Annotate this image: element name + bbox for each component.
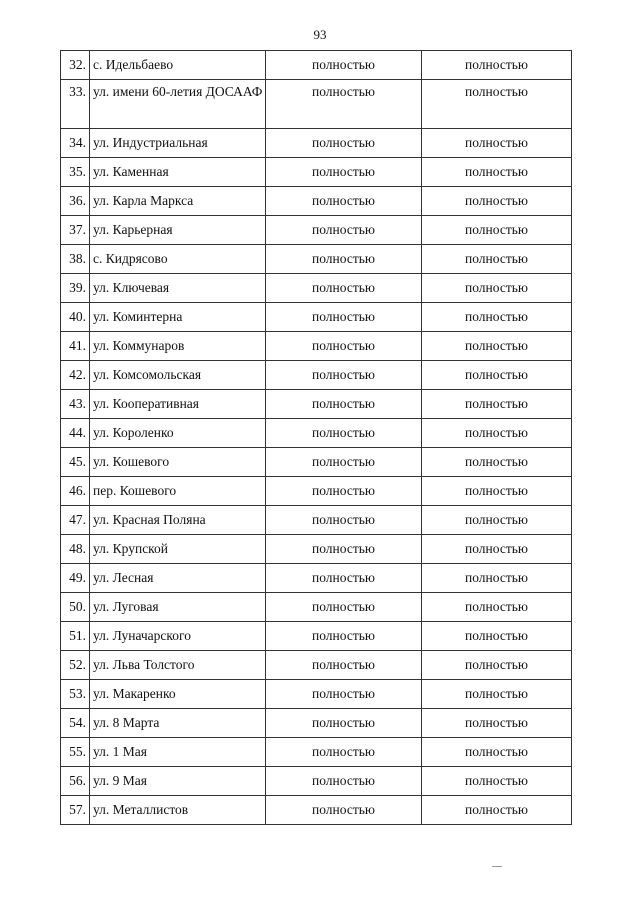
coverage-status: полностью [422,80,572,129]
table-row [61,796,572,825]
row-number: 43. [61,390,90,419]
row-number: 35. [61,158,90,187]
coverage-status: полностью [422,709,572,738]
row-number: 44. [61,419,90,448]
row-number: 52. [61,651,90,680]
row-number: 41. [61,332,90,361]
coverage-status: полностью [266,448,422,477]
row-number: 47. [61,506,90,535]
coverage-status: полностью [422,448,572,477]
street-name: ул. Металлистов [90,796,266,825]
street-name: ул. Кошевого [90,448,266,477]
table-row [61,245,572,274]
street-name: ул. Комсомольская [90,361,266,390]
coverage-status: полностью [266,622,422,651]
table-row [61,158,572,187]
coverage-status: полностью [422,680,572,709]
coverage-status: полностью [422,506,572,535]
row-number: 50. [61,593,90,622]
street-name: ул. Каменная [90,158,266,187]
row-number: 40. [61,303,90,332]
coverage-status: полностью [422,593,572,622]
coverage-status: полностью [422,51,572,80]
coverage-status: полностью [266,709,422,738]
street-name: ул. Лесная [90,564,266,593]
table-row [61,738,572,767]
table-row [61,216,572,245]
coverage-status: полностью [266,535,422,564]
street-name: ул. Кооперативная [90,390,266,419]
row-number: 36. [61,187,90,216]
street-name: ул. Красная Поляна [90,506,266,535]
table-row [61,332,572,361]
street-name: ул. Карьерная [90,216,266,245]
row-number: 53. [61,680,90,709]
row-number: 32. [61,51,90,80]
street-name: ул. Индустриальная [90,129,266,158]
coverage-status: полностью [266,332,422,361]
coverage-status: полностью [266,738,422,767]
street-name: ул. 1 Мая [90,738,266,767]
row-number: 57. [61,796,90,825]
coverage-status: полностью [422,564,572,593]
coverage-status: полностью [266,129,422,158]
street-name: пер. Кошевого [90,477,266,506]
coverage-status: полностью [266,274,422,303]
row-number: 49. [61,564,90,593]
street-name: ул. Короленко [90,419,266,448]
row-number: 38. [61,245,90,274]
street-name: ул. Коминтерна [90,303,266,332]
coverage-status: полностью [266,51,422,80]
table-row [61,80,572,129]
coverage-status: полностью [266,187,422,216]
coverage-status: полностью [266,80,422,129]
coverage-status: полностью [422,535,572,564]
table-row [61,680,572,709]
street-name: ул. 8 Марта [90,709,266,738]
street-name: с. Идельбаево [90,51,266,80]
coverage-status: полностью [422,187,572,216]
table-row [61,564,572,593]
row-number: 54. [61,709,90,738]
street-name: ул. имени 60-летия ДОСААФ [90,80,266,129]
table-row [61,129,572,158]
coverage-status: полностью [422,245,572,274]
coverage-status: полностью [422,216,572,245]
coverage-status: полностью [422,419,572,448]
coverage-status: полностью [422,332,572,361]
street-name: ул. Карла Маркса [90,187,266,216]
coverage-status: полностью [422,390,572,419]
table-body [61,51,572,825]
coverage-status: полностью [422,651,572,680]
coverage-status: полностью [422,274,572,303]
streets-table [60,50,572,825]
street-name: ул. Ключевая [90,274,266,303]
coverage-status: полностью [266,477,422,506]
coverage-status: полностью [266,651,422,680]
table-row [61,622,572,651]
coverage-status: полностью [422,361,572,390]
coverage-status: полностью [422,129,572,158]
table-row [61,448,572,477]
row-number: 55. [61,738,90,767]
row-number: 33. [61,80,90,129]
table-row [61,651,572,680]
street-name: ул. Крупской [90,535,266,564]
coverage-status: полностью [266,506,422,535]
coverage-status: полностью [266,303,422,332]
row-number: 46. [61,477,90,506]
street-name: ул. Луначарского [90,622,266,651]
coverage-status: полностью [266,245,422,274]
coverage-status: полностью [266,767,422,796]
coverage-status: полностью [266,419,422,448]
row-number: 39. [61,274,90,303]
table-row [61,390,572,419]
coverage-status: полностью [266,158,422,187]
row-number: 45. [61,448,90,477]
coverage-status: полностью [266,593,422,622]
table-row [61,477,572,506]
coverage-status: полностью [422,738,572,767]
coverage-status: полностью [266,216,422,245]
table-row [61,593,572,622]
table-row [61,535,572,564]
table-row [61,361,572,390]
table-row [61,709,572,738]
coverage-status: полностью [422,796,572,825]
coverage-status: полностью [422,158,572,187]
coverage-status: полностью [422,477,572,506]
row-number: 48. [61,535,90,564]
street-name: ул. Коммунаров [90,332,266,361]
coverage-status: полностью [422,303,572,332]
row-number: 42. [61,361,90,390]
street-name: ул. Луговая [90,593,266,622]
street-name: с. Кидрясово [90,245,266,274]
table-row [61,51,572,80]
page-number: 93 [313,27,327,42]
row-number: 51. [61,622,90,651]
table-row [61,303,572,332]
table-row [61,274,572,303]
coverage-status: полностью [266,680,422,709]
table-row [61,187,572,216]
coverage-status: полностью [266,796,422,825]
street-name: ул. 9 Мая [90,767,266,796]
row-number: 56. [61,767,90,796]
coverage-status: полностью [266,361,422,390]
street-name: ул. Льва Толстого [90,651,266,680]
table-row [61,506,572,535]
scan-speck [492,866,502,867]
coverage-status: полностью [266,564,422,593]
table-row [61,767,572,796]
coverage-status: полностью [266,390,422,419]
coverage-status: полностью [422,767,572,796]
table-row [61,419,572,448]
row-number: 37. [61,216,90,245]
street-name: ул. Макаренко [90,680,266,709]
row-number: 34. [61,129,90,158]
coverage-status: полностью [422,622,572,651]
